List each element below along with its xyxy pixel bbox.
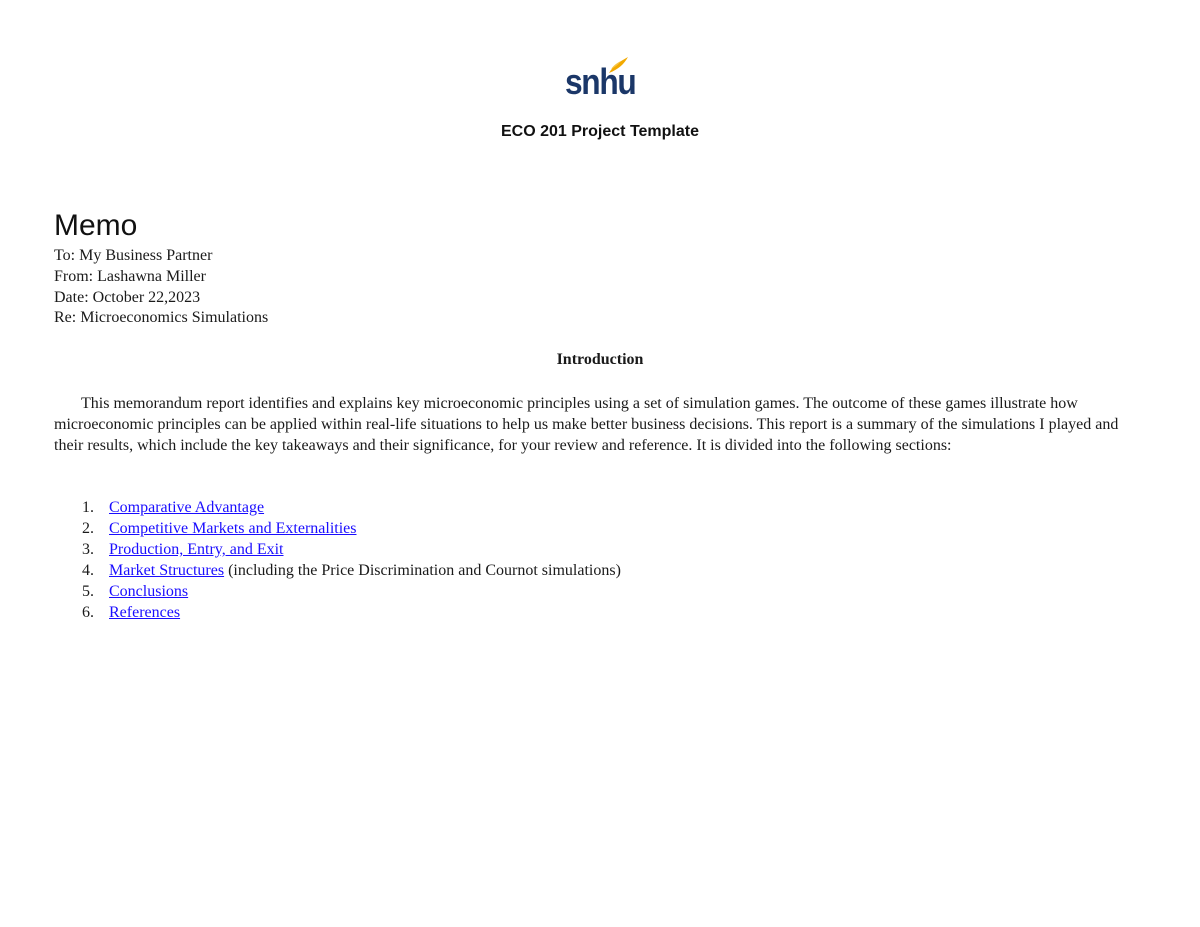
memo-from: From: Lashawna Miller bbox=[54, 267, 206, 285]
list-item bbox=[54, 497, 621, 518]
link-references[interactable]: References bbox=[109, 604, 181, 621]
link-comparative-advantage[interactable]: Comparative Advantage bbox=[109, 499, 265, 516]
list-number: 5. bbox=[82, 583, 94, 600]
list-item-suffix: (including the Price Discrimination and Cournot simulations) bbox=[224, 562, 621, 579]
section-list bbox=[54, 497, 621, 623]
introduction-heading: Introduction bbox=[556, 351, 644, 368]
list-number: 4. bbox=[82, 562, 94, 579]
link-production-entry-exit[interactable]: Production, Entry, and Exit bbox=[109, 541, 284, 558]
list-item bbox=[54, 539, 621, 560]
memo-date: Date: October 22,2023 bbox=[54, 288, 201, 306]
memo-re: Re: Microeconomics Simulations bbox=[54, 309, 269, 327]
list-number: 2. bbox=[82, 520, 94, 537]
list-item bbox=[54, 518, 621, 539]
template-title: ECO 201 Project Template bbox=[501, 123, 699, 140]
list-number: 1. bbox=[82, 499, 94, 516]
list-item bbox=[54, 560, 621, 581]
link-conclusions[interactable]: Conclusions bbox=[109, 583, 189, 600]
list-item bbox=[54, 581, 621, 602]
logo-text: snhu bbox=[565, 61, 636, 102]
memo-heading: Memo bbox=[54, 209, 138, 242]
link-market-structures[interactable]: Market Structures bbox=[109, 562, 225, 579]
list-item bbox=[54, 602, 621, 623]
introduction-paragraph: This memorandum report identifies and explains key microeconomic principles using a set of simulation games. The outcome of these games illustrate how microeconomic principles can be applied within real-life situations to help us make better business decisions. This report is a summary of the simulations I played and their results, which include the key takeaways and their significance, for your review and reference. It is divided into the following sections: bbox=[54, 395, 1119, 454]
snhu-logo bbox=[565, 56, 635, 104]
list-number: 6. bbox=[82, 604, 94, 621]
memo-header-block bbox=[54, 246, 268, 329]
list-number: 3. bbox=[82, 541, 94, 558]
link-competitive-markets[interactable]: Competitive Markets and Externalities bbox=[109, 520, 357, 537]
memo-to: To: My Business Partner bbox=[54, 247, 213, 264]
